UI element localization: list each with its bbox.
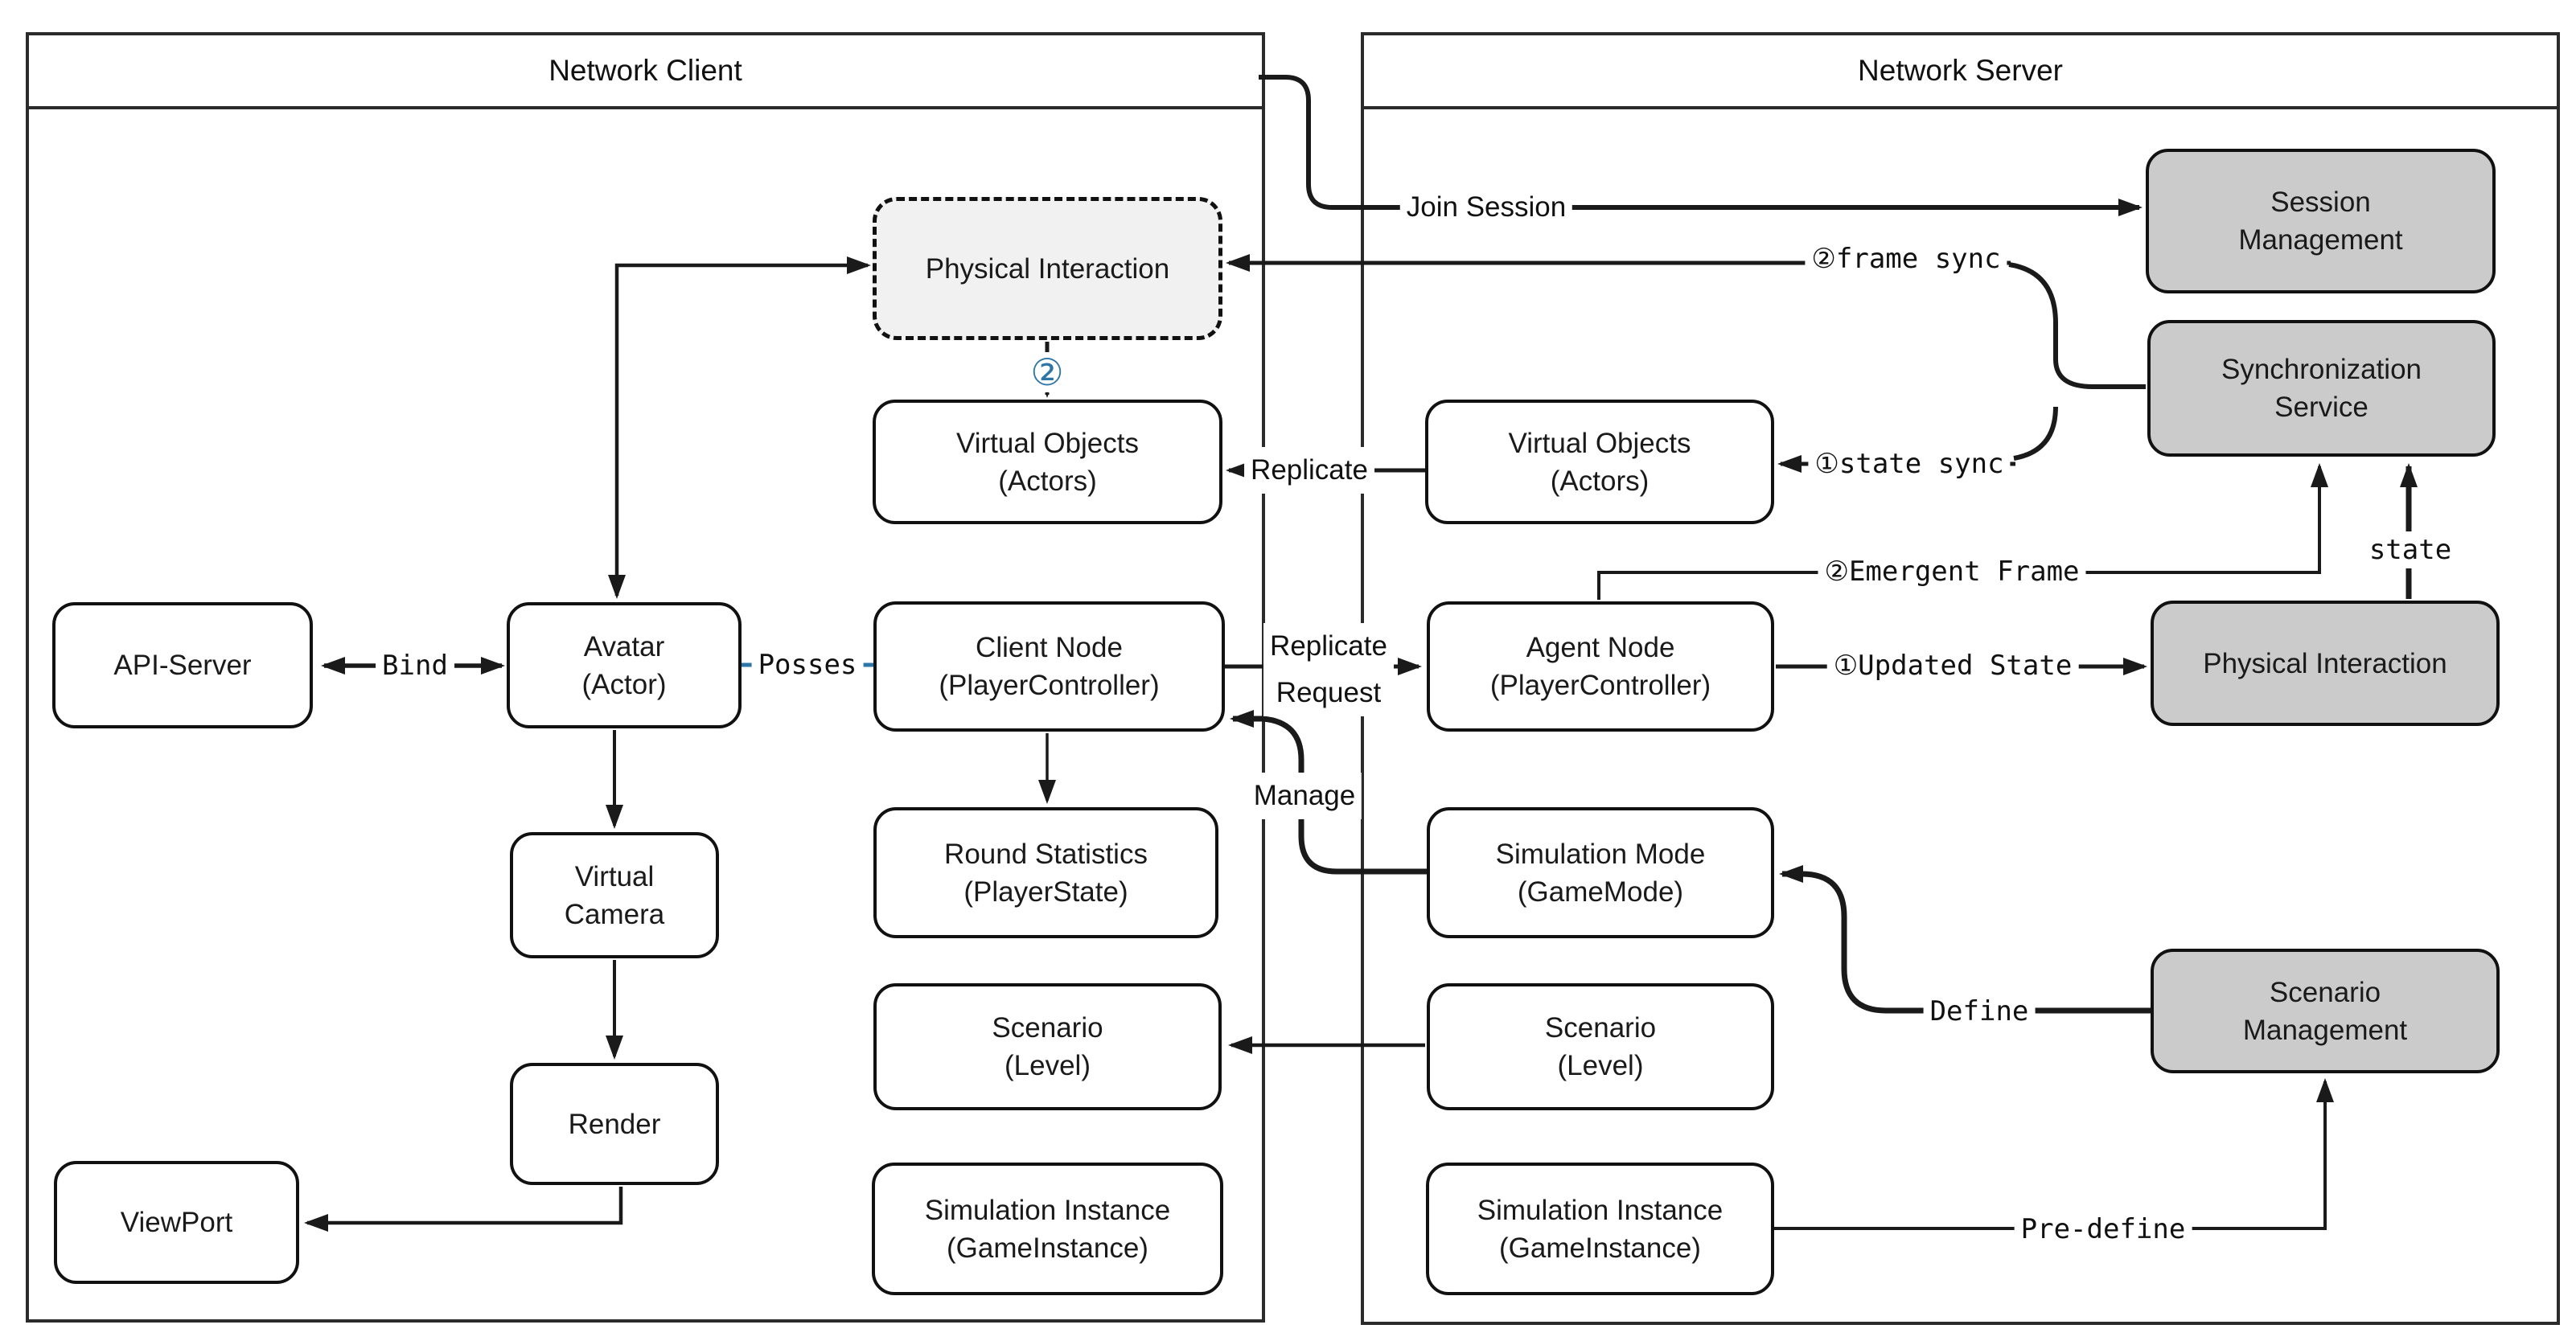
node-scenario-management (2151, 949, 2500, 1073)
edge-label-pre-define-label (2015, 1211, 2192, 1248)
edge-label-define-label (1924, 993, 2036, 1030)
node-session-management-line-0: Session (2270, 187, 2371, 218)
node-api-server-line-0: API-Server (113, 650, 252, 681)
node-virtual-objects-client (873, 400, 1222, 524)
node-scenario-client (873, 983, 1222, 1110)
edge-label-state-label-line-0: state (2369, 534, 2452, 566)
edge-frame-sync-brace-upper (2009, 265, 2146, 387)
node-virtual-camera (510, 832, 719, 958)
node-physical-interaction-client (873, 197, 1222, 340)
node-viewport (54, 1161, 299, 1284)
node-simulation-mode-line-1: (GameMode) (1517, 876, 1684, 908)
edge-label-replicate-label-line-0: Replicate (1251, 454, 1368, 486)
node-scenario-server (1427, 983, 1774, 1110)
node-client-node-line-1: (PlayerController) (939, 670, 1160, 701)
edge-label-manage-label-line-0: Manage (1253, 780, 1356, 811)
edge-label-replicate-request-label (1263, 623, 1394, 716)
node-scenario-server-line-0: Scenario (1544, 1012, 1657, 1044)
edge-define-arrow (1782, 874, 2151, 1011)
node-simulation-instance-server (1426, 1163, 1774, 1295)
node-avatar-actor-line-0: Avatar (583, 630, 665, 662)
edge-label-replicate-request-label-line-1: Request (1276, 677, 1382, 708)
node-avatar-actor (507, 602, 742, 728)
node-simulation-instance-server-line-1: (GameInstance) (1499, 1232, 1701, 1264)
node-simulation-mode (1427, 807, 1774, 938)
edge-label-replicate-label (1244, 447, 1374, 494)
node-scenario-client-line-1: (Level) (1005, 1050, 1091, 1081)
node-physical-interaction-client-line-0: Physical Interaction (925, 252, 1170, 285)
node-render-line-0: Render (568, 1108, 661, 1140)
edge-label-posses-label-line-0: Posses (758, 649, 857, 681)
edge-state-sync-brace-lower (2014, 407, 2056, 458)
node-simulation-instance-client (872, 1163, 1223, 1295)
edge-label-emergent-frame-label (1818, 553, 2085, 590)
edge-label-circle-2-badge (1024, 352, 1070, 392)
node-round-statistics-line-1: (PlayerState) (963, 876, 1128, 908)
node-scenario-server-line-1: (Level) (1557, 1050, 1644, 1081)
edge-label-frame-sync-label-line-0: ②frame sync (1811, 243, 2001, 275)
node-virtual-objects-server-line-1: (Actors) (1550, 465, 1650, 497)
node-agent-node-line-0: Agent Node (1526, 632, 1675, 663)
node-render (510, 1063, 719, 1185)
node-session-management-line-1: Management (2238, 224, 2403, 256)
edge-label-join-session-label-line-0: Join Session (1406, 191, 1567, 223)
edge-label-circle-2-badge-line-0: ② (1030, 351, 1064, 394)
node-agent-node-line-1: (PlayerController) (1489, 670, 1711, 701)
edge-avatar-pi-connector (617, 265, 868, 596)
node-simulation-instance-client-line-0: Simulation Instance (924, 1194, 1171, 1226)
node-virtual-objects-server (1425, 400, 1774, 524)
node-session-management (2146, 149, 2496, 293)
node-synchronization-service-line-1: Service (2274, 392, 2369, 423)
edge-label-emergent-frame-label-line-0: ②Emergent Frame (1824, 556, 2080, 588)
node-virtual-camera-line-0: Virtual (574, 860, 655, 892)
node-simulation-instance-server-line-0: Simulation Instance (1477, 1194, 1723, 1226)
edge-label-bind-label-line-0: Bind (382, 650, 448, 682)
edge-label-frame-sync-label (1805, 240, 2007, 277)
node-simulation-mode-line-0: Simulation Mode (1495, 838, 1706, 870)
node-simulation-instance-client-line-1: (GameInstance) (947, 1232, 1148, 1264)
node-physical-interaction-server (2151, 601, 2500, 726)
node-scenario-client-line-0: Scenario (992, 1012, 1103, 1044)
node-round-statistics (873, 807, 1218, 938)
node-client-node (873, 601, 1225, 732)
node-virtual-camera-line-1: Camera (564, 898, 665, 930)
edge-label-state-label (2363, 531, 2458, 568)
edge-pre-define-arrow (1774, 1081, 2325, 1228)
node-agent-node (1427, 601, 1774, 732)
edge-label-state-sync-label (1808, 445, 2010, 482)
node-avatar-actor-line-1: (Actor) (581, 668, 667, 700)
network-client-title: Network Client (548, 54, 742, 87)
edge-label-state-sync-label-line-0: ①state sync (1814, 448, 2004, 480)
node-scenario-management-line-0: Scenario (2269, 976, 2381, 1008)
node-api-server (52, 602, 313, 728)
edge-label-replicate-request-label-line-0: Replicate (1270, 630, 1387, 662)
node-round-statistics-line-0: Round Statistics (944, 838, 1148, 870)
node-virtual-objects-server-line-0: Virtual Objects (1508, 427, 1691, 459)
edge-label-manage-label (1247, 773, 1362, 819)
edge-label-bind-label (376, 647, 454, 684)
node-synchronization-service (2147, 320, 2496, 457)
node-viewport-line-0: ViewPort (120, 1207, 233, 1238)
node-client-node-line-0: Client Node (976, 632, 1123, 663)
edge-render-to-viewport-arrow (307, 1187, 621, 1223)
edge-label-posses-label (752, 646, 864, 683)
edge-join-session-arrow (1259, 77, 2139, 207)
node-virtual-objects-client-line-0: Virtual Objects (956, 427, 1139, 459)
edge-label-updated-state-label-line-0: ①Updated State (1833, 650, 2073, 682)
edge-label-join-session-label (1400, 184, 1572, 231)
network-server-title: Network Server (1858, 54, 2063, 87)
edge-label-define-label-line-0: Define (1929, 995, 2029, 1027)
node-scenario-management-line-1: Management (2242, 1014, 2408, 1046)
node-virtual-objects-client-line-1: (Actors) (998, 465, 1097, 497)
edge-label-updated-state-label (1827, 647, 2079, 684)
node-physical-interaction-server-line-0: Physical Interaction (2203, 647, 2447, 679)
node-synchronization-service-line-0: Synchronization (2221, 354, 2422, 385)
edge-label-pre-define-label-line-0: Pre-define (2020, 1213, 2186, 1245)
